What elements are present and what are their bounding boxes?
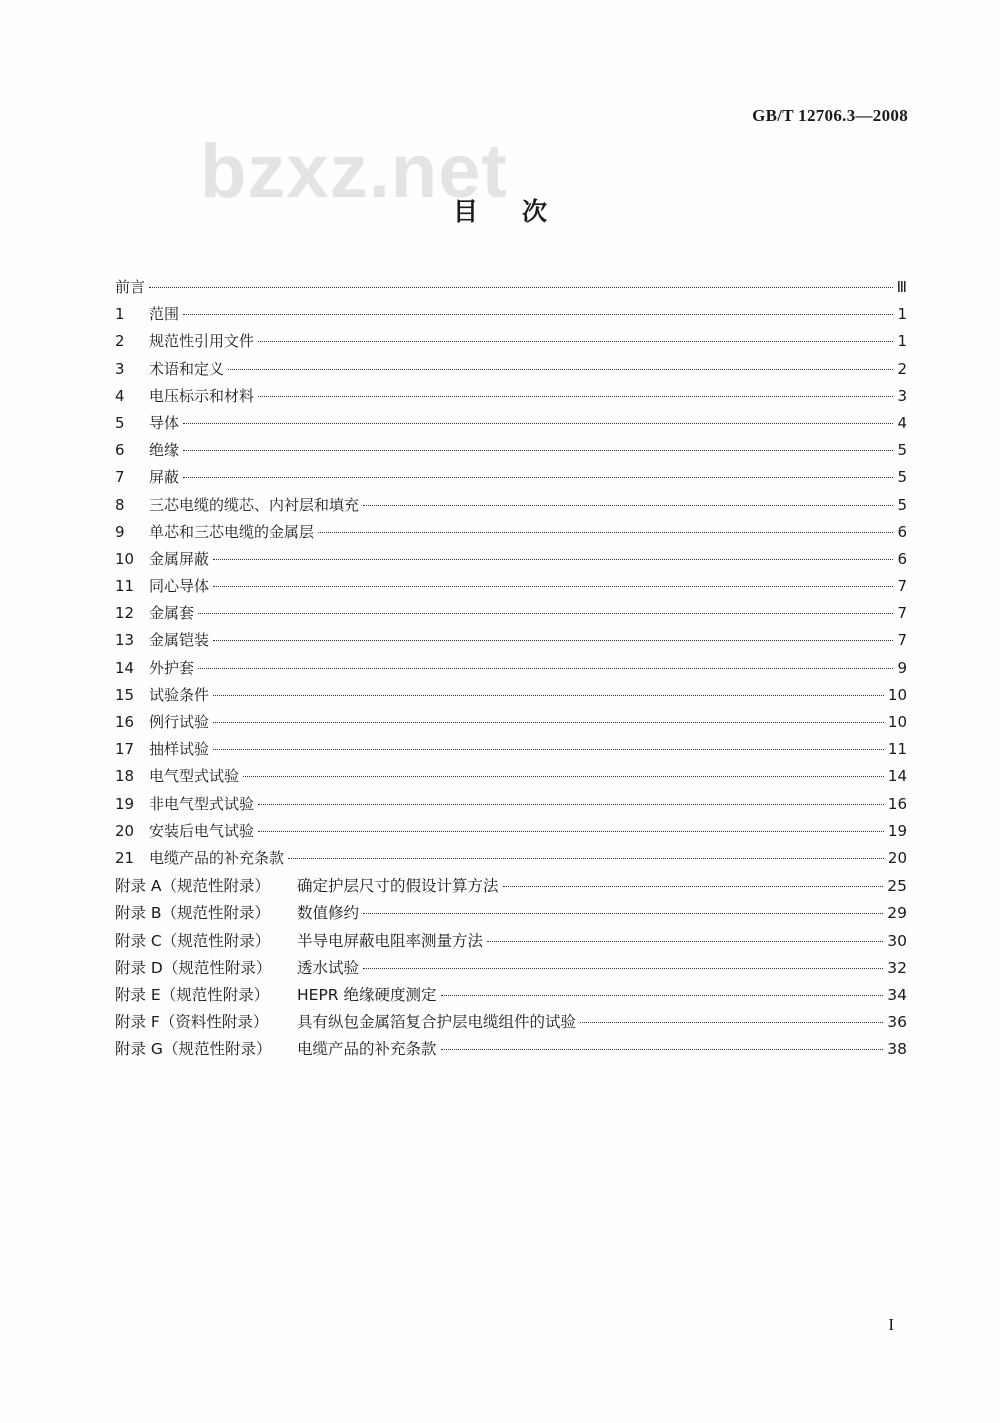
appendix-label: 附录 B（规范性附录） (115, 904, 271, 923)
dot-leader (441, 1049, 884, 1050)
dot-leader (503, 886, 884, 887)
appendix-page: 29 (887, 904, 907, 923)
toc-entry-title: 非电气型式试验 (149, 794, 255, 813)
toc-entry-number: 20 (115, 821, 135, 840)
toc-entry-number: 6 (115, 441, 125, 460)
dot-leader (363, 505, 893, 506)
toc-entry[interactable] (115, 412, 907, 439)
appendix-title: 确定护层尺寸的假设计算方法 (297, 877, 499, 896)
dot-leader (213, 695, 884, 696)
toc-entry[interactable] (115, 303, 907, 330)
appendix-title: 透水试验 (297, 958, 360, 977)
dot-leader (149, 287, 893, 288)
toc-entry-page: 1 (897, 332, 907, 351)
toc-entry-title: 前言 (115, 278, 146, 296)
toc-appendix-entry[interactable] (115, 1037, 907, 1064)
toc-entry[interactable] (115, 521, 907, 548)
toc-entry-number: 8 (115, 495, 125, 514)
toc-entry-title: 同心导体 (149, 577, 210, 596)
toc-entry-number: 7 (115, 468, 125, 487)
toc-entry-number: 5 (115, 413, 125, 432)
dot-leader (243, 776, 884, 777)
toc-entry-page: 7 (897, 631, 907, 650)
toc-entry[interactable] (115, 358, 907, 385)
appendix-title: 半导电屏蔽电阻率测量方法 (297, 931, 484, 950)
appendix-title: 具有纵包金属箔复合护层电缆组件的试验 (297, 1013, 577, 1032)
toc-entry-title: 三芯电缆的缆芯、内衬层和填充 (149, 495, 360, 514)
toc-entry[interactable] (115, 494, 907, 521)
toc-entry[interactable] (115, 330, 907, 357)
dot-leader (441, 995, 884, 996)
toc-entry[interactable] (115, 548, 907, 575)
toc-entry-page: 9 (897, 658, 907, 677)
dot-leader (183, 314, 893, 315)
toc-entry-number: 19 (115, 794, 135, 813)
toc-appendix-entry[interactable] (115, 901, 907, 928)
toc-entry-number: 16 (115, 713, 135, 731)
toc-entry[interactable] (115, 738, 907, 765)
toc-entry-title: 绝缘 (149, 441, 180, 460)
toc-entry[interactable] (115, 385, 907, 412)
dot-leader (213, 722, 884, 723)
standard-number: GB/T 12706.3—2008 (752, 106, 908, 125)
toc-entry-page: 14 (887, 767, 907, 786)
toc-entry-number: 11 (115, 577, 135, 596)
toc-entry-title: 单芯和三芯电缆的金属层 (149, 522, 315, 541)
dot-leader (183, 423, 893, 424)
toc-entry-number: 14 (115, 658, 135, 677)
toc-entry-title: 抽样试验 (149, 740, 210, 759)
toc-entry-title: 试验条件 (149, 685, 210, 704)
dot-leader (258, 831, 884, 832)
dot-leader (258, 804, 884, 805)
watermark: bzxz.net (200, 129, 508, 214)
toc-entry[interactable] (115, 657, 907, 684)
appendix-page: 34 (887, 985, 907, 1004)
toc-entry-number: 15 (115, 685, 135, 704)
appendix-label: 附录 G（规范性附录） (115, 1040, 272, 1059)
toc-entry-page: 6 (897, 549, 907, 568)
toc-entry-page: 6 (897, 522, 907, 541)
toc-entry[interactable] (115, 575, 907, 602)
dot-leader (198, 613, 893, 614)
dot-leader (363, 913, 883, 914)
dot-leader (213, 559, 893, 560)
dot-leader (228, 369, 893, 370)
toc-entry-title: 术语和定义 (149, 359, 225, 378)
toc-entry-number: 10 (115, 549, 135, 568)
toc-entry-number: 4 (115, 386, 125, 405)
toc-entry-page: 5 (897, 495, 907, 514)
appendix-label: 附录 C（规范性附录） (115, 931, 271, 950)
appendix-page: 30 (887, 931, 907, 950)
toc-entry[interactable] (115, 847, 907, 874)
toc-entry-title: 安装后电气试验 (149, 821, 255, 840)
toc-entry-page: 1 (897, 305, 907, 324)
toc-entry-number: 3 (115, 359, 125, 378)
toc-entry-number: 1 (115, 305, 125, 324)
dot-leader (580, 1022, 883, 1023)
dot-leader (183, 450, 893, 451)
toc-entry-title: 屏蔽 (149, 468, 180, 487)
toc-entry-title: 范围 (149, 305, 180, 324)
toc-entry[interactable] (115, 439, 907, 466)
toc-appendix-entry[interactable] (115, 929, 907, 956)
toc-entry-page: 3 (897, 386, 907, 405)
toc-entry-title: 导体 (149, 413, 180, 432)
appendix-label: 附录 A（规范性附录） (115, 877, 271, 896)
toc-entry[interactable] (115, 466, 907, 493)
toc-entry-page: 11 (887, 740, 907, 759)
toc-entry-page: 5 (897, 468, 907, 487)
appendix-label: 附录 E（规范性附录） (115, 985, 270, 1004)
toc-entry[interactable] (115, 793, 907, 820)
toc-entry-page: 7 (897, 577, 907, 596)
dot-leader (318, 532, 893, 533)
toc-entry-title: 规范性引用文件 (149, 332, 255, 351)
toc-entry-number: 13 (115, 631, 135, 650)
appendix-label: 附录 F（资料性附录） (115, 1013, 269, 1032)
toc-entry-number: 18 (115, 767, 135, 786)
toc-entry-title: 金属屏蔽 (149, 549, 210, 568)
appendix-page: 32 (887, 958, 907, 977)
toc-entry-page: 5 (897, 441, 907, 460)
toc-appendix-entry[interactable] (115, 1010, 907, 1037)
toc-appendix-entry[interactable] (115, 874, 907, 901)
appendix-label: 附录 D（规范性附录） (115, 958, 272, 977)
toc-entry-number: 12 (115, 604, 135, 623)
toc-entry[interactable] (115, 711, 907, 738)
toc-entry[interactable] (115, 629, 907, 656)
dot-leader (183, 477, 893, 478)
toc-entry-title: 电压标示和材料 (149, 386, 255, 405)
toc-entry[interactable] (115, 276, 907, 303)
toc-entry-title: 金属套 (149, 604, 195, 623)
footer-page-number: I (888, 1315, 894, 1334)
toc-entry-page: 20 (887, 848, 907, 867)
toc-entry-page: 10 (887, 685, 907, 704)
dot-leader (198, 668, 893, 669)
dot-leader (258, 396, 893, 397)
appendix-page: 38 (887, 1040, 907, 1059)
toc-entry-title: 外护套 (149, 658, 195, 677)
toc-entry-number: 9 (115, 522, 125, 541)
toc-appendix-entry[interactable] (115, 956, 907, 983)
toc-entry-page: 7 (897, 604, 907, 623)
dot-leader (363, 968, 883, 969)
toc-entry-number: 2 (115, 332, 125, 351)
page-title: 目次 (452, 197, 591, 226)
toc-appendix-entry[interactable] (115, 983, 907, 1010)
toc-entry-page: 4 (897, 413, 907, 432)
appendix-title: 数值修约 (297, 904, 360, 923)
dot-leader (213, 749, 884, 750)
dot-leader (487, 941, 883, 942)
dot-leader (258, 341, 893, 342)
appendix-page: 25 (887, 877, 907, 896)
appendix-title: 电缆产品的补充条款 (297, 1040, 437, 1059)
dot-leader (213, 586, 893, 587)
toc-entry[interactable] (115, 820, 907, 847)
dot-leader (213, 640, 893, 641)
toc-entry-page: 10 (887, 713, 907, 731)
toc-entry-number: 17 (115, 740, 135, 759)
appendix-title: HEPR 绝缘硬度测定 (297, 985, 437, 1004)
dot-leader (288, 858, 884, 859)
toc-entry[interactable] (115, 684, 907, 711)
toc-entry-page: 19 (887, 821, 907, 840)
table-of-contents (115, 276, 907, 1064)
toc-entry-page: 2 (897, 359, 907, 378)
toc-entry-title: 电缆产品的补充条款 (149, 848, 285, 867)
toc-entry-title: 金属铠装 (149, 631, 210, 650)
toc-entry[interactable] (115, 765, 907, 792)
toc-entry-page: Ⅲ (896, 278, 907, 296)
toc-entry-title: 电气型式试验 (149, 767, 240, 786)
appendix-page: 36 (887, 1013, 907, 1032)
toc-entry-number: 21 (115, 848, 135, 867)
toc-entry-title: 例行试验 (149, 713, 210, 731)
toc-entry[interactable] (115, 602, 907, 629)
toc-entry-page: 16 (887, 794, 907, 813)
